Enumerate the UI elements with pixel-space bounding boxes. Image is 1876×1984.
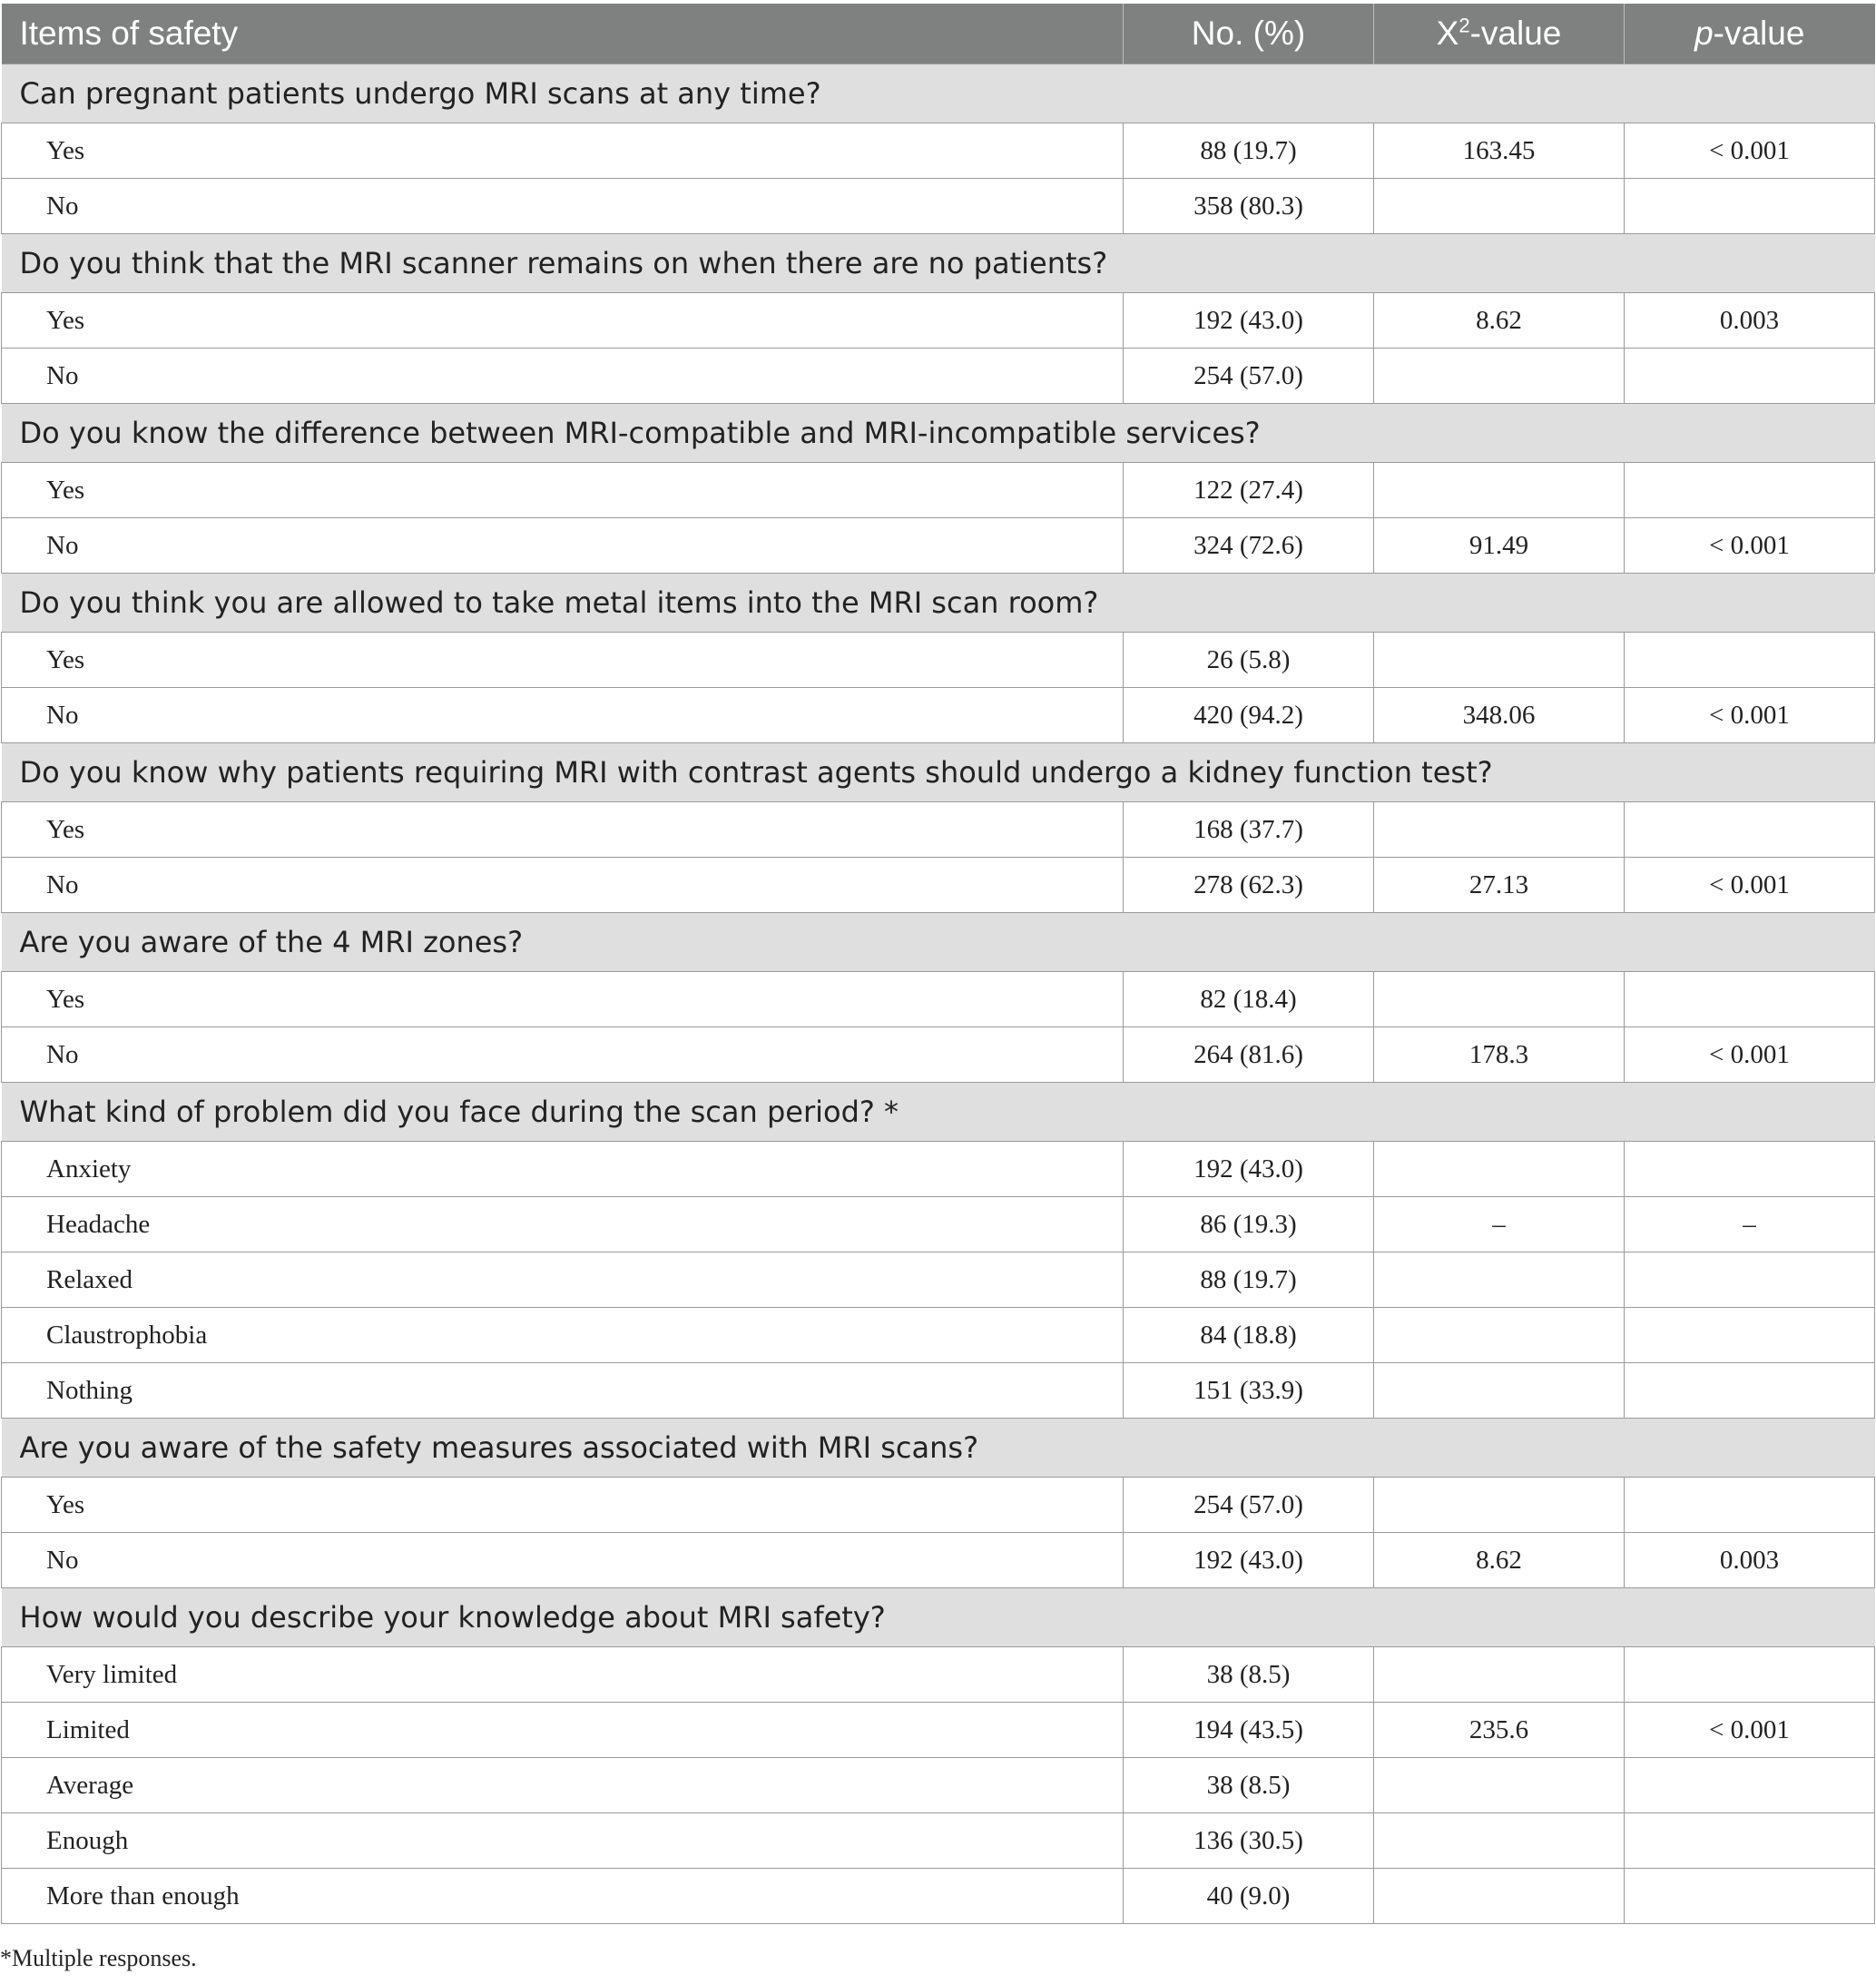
row-count-percent: 82 (18.4) (1124, 972, 1374, 1027)
table-row (2, 293, 1875, 349)
row-p-value: < 0.001 (1625, 1027, 1875, 1083)
row-label: Yes (2, 972, 1124, 1027)
row-chi-square-value: 8.62 (1374, 293, 1625, 349)
row-count-percent: 88 (19.7) (1124, 123, 1374, 179)
footnote: *Multiple responses. (0, 1945, 197, 1971)
row-chi-square-value (1374, 1869, 1625, 1924)
row-p-value (1625, 463, 1875, 518)
row-p-value (1625, 1813, 1875, 1869)
table-row (2, 1758, 1875, 1813)
table-row (2, 1533, 1875, 1588)
row-label: Yes (2, 1478, 1124, 1533)
table-row (2, 633, 1875, 688)
row-count-percent: 84 (18.8) (1124, 1308, 1374, 1363)
header-chi-sup: 2 (1459, 14, 1470, 37)
row-label: Claustrophobia (2, 1308, 1124, 1363)
row-count-percent: 358 (80.3) (1124, 179, 1374, 234)
row-label: Yes (2, 123, 1124, 179)
header-chi-square (1374, 4, 1625, 64)
row-label: Yes (2, 463, 1124, 518)
row-p-value (1625, 1869, 1875, 1924)
row-chi-square-value (1374, 1142, 1625, 1197)
row-chi-square-value: 91.49 (1374, 518, 1625, 574)
table-row (2, 179, 1875, 234)
row-chi-square-value: 8.62 (1374, 1533, 1625, 1588)
row-p-value: < 0.001 (1625, 858, 1875, 913)
section-title: Do you think that the MRI scanner remains on when there are no patients? (2, 234, 1875, 293)
row-p-value (1625, 1363, 1875, 1419)
table-row (2, 1647, 1875, 1703)
row-chi-square-value: 27.13 (1374, 858, 1625, 913)
table-row (2, 349, 1875, 404)
row-label: Average (2, 1758, 1124, 1813)
row-count-percent: 38 (8.5) (1124, 1647, 1374, 1703)
row-label: Limited (2, 1703, 1124, 1758)
row-label: No (2, 688, 1124, 743)
section-title: What kind of problem did you face during the scan period? * (2, 1083, 1875, 1142)
row-chi-square-value (1374, 1478, 1625, 1533)
row-count-percent: 194 (43.5) (1124, 1703, 1374, 1758)
section-title: Are you aware of the safety measures associated with MRI scans? (2, 1419, 1875, 1478)
section-title: Can pregnant patients undergo MRI scans at any time? (2, 64, 1875, 123)
row-chi-square-value: 348.06 (1374, 688, 1625, 743)
row-count-percent: 278 (62.3) (1124, 858, 1374, 913)
section-row (2, 1083, 1875, 1142)
header-no-percent: No. (%) (1124, 4, 1374, 64)
row-label: Nothing (2, 1363, 1124, 1419)
row-chi-square-value: 178.3 (1374, 1027, 1625, 1083)
row-p-value (1625, 1478, 1875, 1533)
table-row (2, 802, 1875, 858)
row-count-percent: 38 (8.5) (1124, 1758, 1374, 1813)
row-count-percent: 192 (43.0) (1124, 1533, 1374, 1588)
table-row (2, 858, 1875, 913)
table-row (2, 1142, 1875, 1197)
row-label: No (2, 518, 1124, 574)
row-count-percent: 192 (43.0) (1124, 293, 1374, 349)
row-chi-square-value (1374, 349, 1625, 404)
table-row (2, 1308, 1875, 1363)
row-p-value: < 0.001 (1625, 1703, 1875, 1758)
row-count-percent: 254 (57.0) (1124, 1478, 1374, 1533)
table-row (2, 123, 1875, 179)
row-p-value (1625, 179, 1875, 234)
row-label: Anxiety (2, 1142, 1124, 1197)
row-p-value (1625, 1758, 1875, 1813)
row-chi-square-value: – (1374, 1197, 1625, 1252)
row-label: No (2, 1027, 1124, 1083)
row-count-percent: 420 (94.2) (1124, 688, 1374, 743)
row-label: No (2, 858, 1124, 913)
row-p-value: – (1625, 1197, 1875, 1252)
section-row (2, 913, 1875, 972)
section-title: How would you describe your knowledge about MRI safety? (2, 1588, 1875, 1647)
table-row (2, 1027, 1875, 1083)
row-chi-square-value (1374, 1308, 1625, 1363)
header-p-suffix: -value (1713, 15, 1805, 52)
row-chi-square-value (1374, 463, 1625, 518)
row-p-value (1625, 633, 1875, 688)
row-chi-square-value (1374, 1363, 1625, 1419)
row-p-value: 0.003 (1625, 1533, 1875, 1588)
table-row (2, 518, 1875, 574)
row-p-value: 0.003 (1625, 293, 1875, 349)
header-chi-suffix: -value (1469, 15, 1562, 52)
row-count-percent: 136 (30.5) (1124, 1813, 1374, 1869)
row-p-value (1625, 1142, 1875, 1197)
row-count-percent: 324 (72.6) (1124, 518, 1374, 574)
table-body (2, 64, 1875, 1924)
row-count-percent: 168 (37.7) (1124, 802, 1374, 858)
row-chi-square-value (1374, 972, 1625, 1027)
section-title: Do you know why patients requiring MRI with contrast agents should undergo a kidney function test? (2, 743, 1875, 802)
row-chi-square-value (1374, 1252, 1625, 1308)
header-items-of-safety: Items of safety (2, 4, 1124, 64)
header-p-value (1625, 4, 1875, 64)
section-title: Are you aware of the 4 MRI zones? (2, 913, 1875, 972)
row-p-value (1625, 802, 1875, 858)
row-chi-square-value (1374, 1647, 1625, 1703)
row-label: No (2, 1533, 1124, 1588)
row-label: Yes (2, 633, 1124, 688)
table-row (2, 1813, 1875, 1869)
row-chi-square-value (1374, 802, 1625, 858)
section-row (2, 404, 1875, 463)
row-count-percent: 151 (33.9) (1124, 1363, 1374, 1419)
table-row (2, 1252, 1875, 1308)
table-row (2, 1197, 1875, 1252)
row-label: Headache (2, 1197, 1124, 1252)
row-label: Enough (2, 1813, 1124, 1869)
table-row (2, 1478, 1875, 1533)
row-label: Very limited (2, 1647, 1124, 1703)
section-row (2, 743, 1875, 802)
table-row (2, 1363, 1875, 1419)
header-p-italic: p (1694, 15, 1714, 52)
section-row (2, 64, 1875, 123)
row-label: Yes (2, 802, 1124, 858)
row-p-value (1625, 1308, 1875, 1363)
row-p-value: < 0.001 (1625, 518, 1875, 574)
row-p-value (1625, 1647, 1875, 1703)
header-chi-base: X (1436, 15, 1459, 52)
section-row (2, 574, 1875, 633)
row-p-value: < 0.001 (1625, 688, 1875, 743)
row-label: No (2, 179, 1124, 234)
row-chi-square-value (1374, 179, 1625, 234)
row-count-percent: 254 (57.0) (1124, 349, 1374, 404)
table-row (2, 1869, 1875, 1924)
safety-table (1, 4, 1875, 1924)
row-label: Relaxed (2, 1252, 1124, 1308)
row-count-percent: 88 (19.7) (1124, 1252, 1374, 1308)
row-count-percent: 264 (81.6) (1124, 1027, 1374, 1083)
row-label: Yes (2, 293, 1124, 349)
row-chi-square-value (1374, 1758, 1625, 1813)
row-count-percent: 40 (9.0) (1124, 1869, 1374, 1924)
row-label: More than enough (2, 1869, 1124, 1924)
row-p-value: < 0.001 (1625, 123, 1875, 179)
row-count-percent: 192 (43.0) (1124, 1142, 1374, 1197)
row-label: No (2, 349, 1124, 404)
table-row (2, 688, 1875, 743)
table-row (2, 463, 1875, 518)
row-p-value (1625, 1252, 1875, 1308)
row-count-percent: 122 (27.4) (1124, 463, 1374, 518)
row-p-value (1625, 349, 1875, 404)
row-chi-square-value (1374, 1813, 1625, 1869)
section-row (2, 234, 1875, 293)
table-row (2, 1703, 1875, 1758)
row-count-percent: 86 (19.3) (1124, 1197, 1374, 1252)
row-chi-square-value: 163.45 (1374, 123, 1625, 179)
section-title: Do you think you are allowed to take metal items into the MRI scan room? (2, 574, 1875, 633)
row-chi-square-value (1374, 633, 1625, 688)
section-row (2, 1588, 1875, 1647)
section-title: Do you know the difference between MRI-compatible and MRI-incompatible services? (2, 404, 1875, 463)
row-count-percent: 26 (5.8) (1124, 633, 1374, 688)
table-row (2, 972, 1875, 1027)
header-row (2, 4, 1875, 64)
row-chi-square-value: 235.6 (1374, 1703, 1625, 1758)
row-p-value (1625, 972, 1875, 1027)
section-row (2, 1419, 1875, 1478)
